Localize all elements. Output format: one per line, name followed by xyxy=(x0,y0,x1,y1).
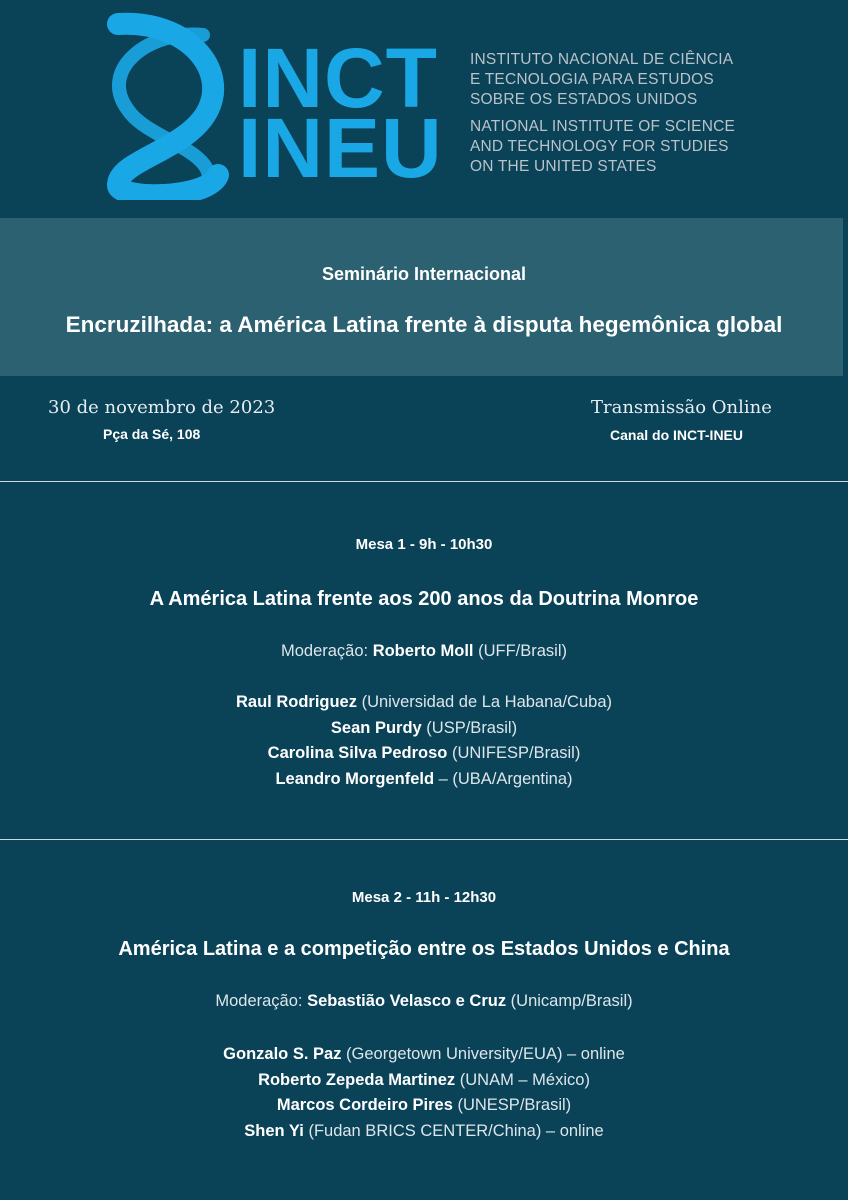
institute-pt-line: INSTITUTO NACIONAL DE CIÊNCIA xyxy=(470,51,734,68)
title-band xyxy=(0,218,843,376)
speaker-name: Shen Yi xyxy=(244,1121,304,1140)
event-date: 30 de novembro de 2023 xyxy=(48,397,276,418)
event-title: Encruzilhada: a América Latina frente à disputa hegemônica global xyxy=(65,312,783,337)
institute-en-line: AND TECHNOLOGY FOR STUDIES xyxy=(470,138,729,155)
speaker-item xyxy=(0,767,848,793)
event-place: Pça da Sé, 108 xyxy=(103,426,201,442)
infinity-logo-icon xyxy=(88,10,238,200)
institute-name-pt xyxy=(470,50,733,110)
speaker-name: Gonzalo S. Paz xyxy=(223,1045,342,1063)
institute-en-line: ON THE UNITED STATES xyxy=(470,158,657,175)
mesa1-speakers xyxy=(0,690,848,792)
moderation-label: Moderação: xyxy=(215,992,308,1010)
header-banner xyxy=(0,0,848,218)
channel-label: Canal do INCT-INEU xyxy=(610,427,744,443)
speaker-name: Carolina Silva Pedroso xyxy=(267,744,448,762)
institute-pt-line: SOBRE OS ESTADOS UNIDOS xyxy=(470,91,698,108)
speaker-item xyxy=(0,1042,848,1068)
speaker-affiliation: (Universidad de La Habana/Cuba) xyxy=(357,693,612,711)
speaker-affiliation: (USP/Brasil) xyxy=(421,718,518,737)
speaker-affiliation: – (UBA/Argentina) xyxy=(434,769,573,788)
speaker-name: Roberto Zepeda Martinez xyxy=(258,1070,456,1089)
mesa1-title: A América Latina frente aos 200 anos da Doutrina Monroe xyxy=(149,588,699,610)
speaker-name: Sean Purdy xyxy=(330,718,422,737)
mesa2-speakers xyxy=(0,1042,848,1144)
mesa2-label: Mesa 2 - 11h - 12h30 xyxy=(351,889,497,906)
institute-en-line: NATIONAL INSTITUTE OF SCIENCE xyxy=(470,118,736,135)
speaker-affiliation: (Georgetown University/EUA) – online xyxy=(341,1045,625,1063)
speaker-affiliation: (Fudan BRICS CENTER/China) – online xyxy=(303,1121,604,1140)
moderator-name: Roberto Moll xyxy=(372,642,474,660)
speaker-item xyxy=(0,1068,848,1094)
speaker-affiliation: (UNIFESP/Brasil) xyxy=(447,744,581,762)
logo-ineu-text: INEU xyxy=(238,101,443,195)
speaker-item xyxy=(0,1093,848,1119)
speaker-item xyxy=(0,690,848,716)
moderator-affiliation: (UFF/Brasil) xyxy=(473,642,568,660)
mesa2-title: América Latina e a competição entre os Estados Unidos e China xyxy=(118,938,730,960)
institute-name-en xyxy=(470,117,735,177)
moderator-affiliation: (Unicamp/Brasil) xyxy=(506,992,633,1010)
speaker-item xyxy=(0,1119,848,1145)
speaker-name: Leandro Morgenfeld xyxy=(275,769,435,788)
institute-pt-line: E TECNOLOGIA PARA ESTUDOS xyxy=(470,71,714,88)
logo-inct-text: INCT xyxy=(238,31,438,125)
moderator-name: Sebastião Velasco e Cruz xyxy=(307,992,507,1010)
speaker-item xyxy=(0,741,848,767)
mesa2-moderation xyxy=(0,992,848,1011)
moderation-label: Moderação: xyxy=(280,642,373,660)
speaker-affiliation: (UNAM – México) xyxy=(455,1070,590,1089)
mesa1-moderation xyxy=(0,642,848,661)
speaker-name: Marcos Cordeiro Pires xyxy=(276,1096,453,1114)
transmission-label: Transmissão Online xyxy=(591,397,772,418)
speaker-affiliation: (UNESP/Brasil) xyxy=(452,1096,572,1114)
speaker-name: Raul Rodriguez xyxy=(235,693,357,711)
mesa1-label: Mesa 1 - 9h - 10h30 xyxy=(355,536,493,553)
speaker-item xyxy=(0,716,848,742)
event-type: Seminário Internacional xyxy=(321,264,527,284)
divider xyxy=(0,481,848,482)
divider xyxy=(0,839,848,840)
